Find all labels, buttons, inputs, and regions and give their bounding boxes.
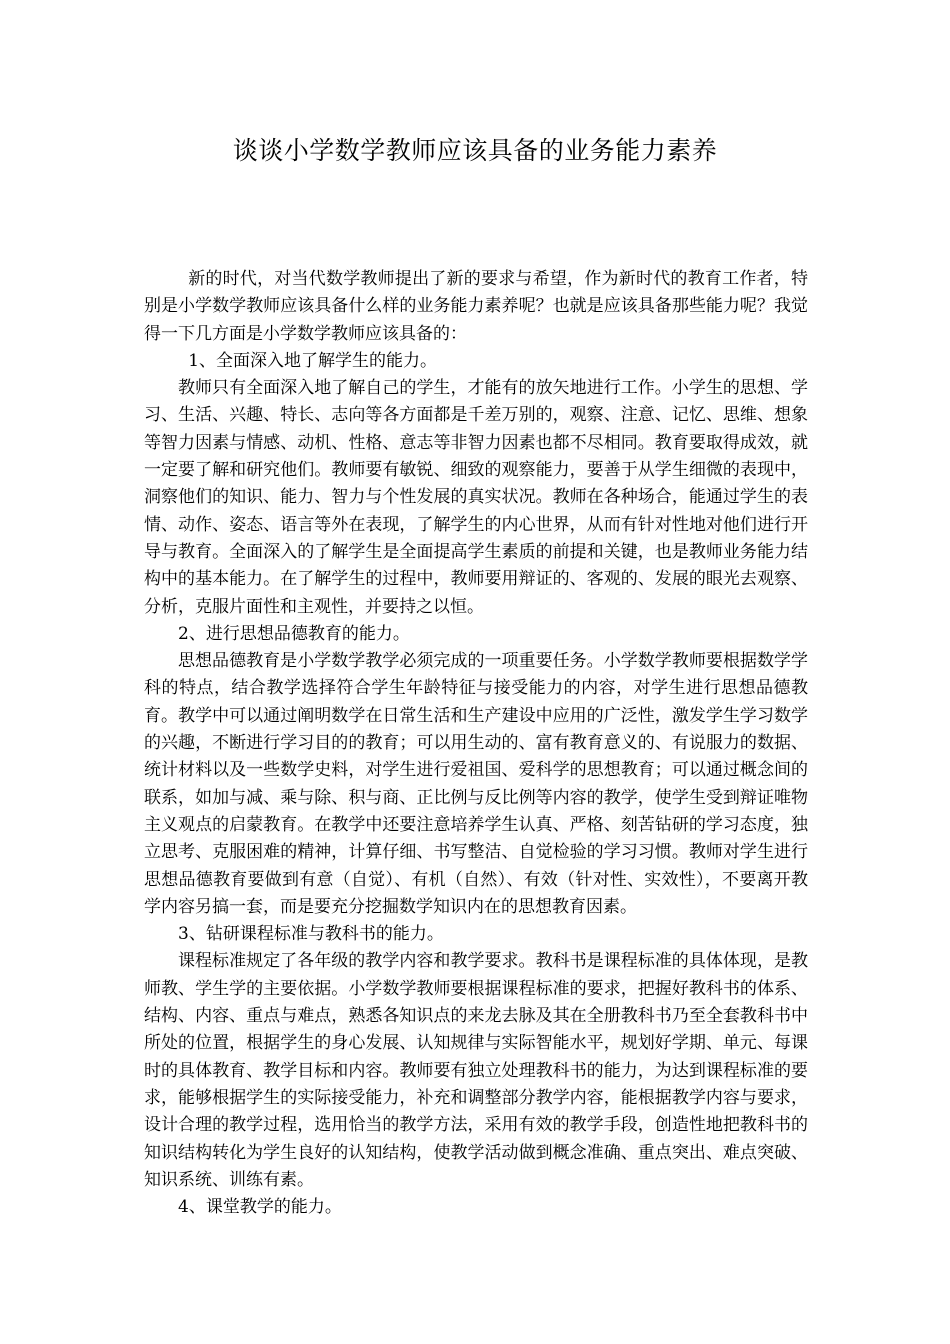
document-title: 谈谈小学数学教师应该具备的业务能力素养 — [232, 136, 718, 165]
section-body-2: 思想品德教育是小学数学教学必须完成的一项重要任务。小学数学教师要根据数学学科的特点，结合教学选择符合学生年龄特征与接受能力的内容，对学生进行思想品德教育。教学中可以通过阐明数学在日常生活和生产建设中应用的广泛性，激发学生学习数学的兴趣，不断进行学习目的的教育；可以用生动的、富有教育意义的、有说服力的数据、统计材料以及一些数学史料，对学生进行爱祖国、爱科学的思想教育；可以通过概念间的联系，如加与减、乘与除、积与商、正比例与反比例等内容的教学，使学生受到辩证唯物主义观点的启蒙教育。在教学中还要注意培养学生认真、严格、刻苦钻研的学习态度，独立思考、克服困难的精神，计算仔细、书写整洁、自觉检验的学习习惯。教师对学生进行思想品德教育要做到有意（自觉）、有机（自然）、有效（针对性、实效性），不要离开教学内容另搞一套，而是要充分挖掘数学知识内在的思想教育因素。 — [144, 651, 808, 917]
section-heading-1: 1、全面深入地了解学生的能力。 — [188, 350, 438, 371]
document-body — [144, 266, 808, 1221]
section-heading-4: 4、课堂教学的能力。 — [178, 1197, 342, 1218]
section-body-3: 课程标准规定了各年级的教学内容和教学要求。教科书是课程标准的具体体现，是教师教、学生学的主要依据。小学数学教师要根据课程标准的要求，把握好教科书的体系、结构、内容、重点与难点，熟悉各知识点的来龙去脉及其在全册教科书乃至全套教科书中所处的位置，根据学生的身心发展、认知规律与实际智能水平，规划好学期、单元、每课时的具体教育、教学目标和内容。教师要有独立处理教科书的能力，为达到课程标准的要求，能够根据学生的实际接受能力，补充和调整部分教学内容，能根据教学内容与要求，设计合理的教学过程，选用恰当的教学方法，采用有效的教学手段，创造性地把教科书的知识结构转化为学生良好的认知结构，使教学活动做到概念准确、重点突出、难点突破、知识系统、训练有素。 — [144, 951, 808, 1190]
section-heading-2: 2、进行思想品德教育的能力。 — [178, 623, 410, 644]
section-body-1: 教师只有全面深入地了解自己的学生，才能有的放矢地进行工作。小学生的思想、学习、生活、兴趣、特长、志向等各方面都是千差万别的，观察、注意、记忆、思维、想象等智力因素与情感、动机、性格、意志等非智力因素也都不尽相同。教育要取得成效，就一定要了解和研究他们。教师要有敏锐、细致的观察能力，要善于从学生细微的表现中，洞察他们的知识、能力、智力与个性发展的真实状况。教师在各种场合，能通过学生的表情、动作、姿态、语言等外在表现，了解学生的内心世界，从而有针对性地对他们进行开导与教育。全面深入的了解学生是全面提高学生素质的前提和关键，也是教师业务能力结构中的基本能力。在了解学生的过程中，教师要用辩证的、客观的、发展的眼光去观察、分析，克服片面性和主观性，并要持之以恒。 — [144, 378, 808, 617]
intro-paragraph: 新的时代，对当代数学教师提出了新的要求与希望，作为新时代的教育工作者，特别是小学数学教师应该具备什么样的业务能力素养呢？也就是应该具备那些能力呢？我觉得一下几方面是小学数学教师应该具备的： — [144, 269, 808, 344]
section-heading-3: 3、钻研课程标准与教科书的能力。 — [178, 924, 444, 945]
